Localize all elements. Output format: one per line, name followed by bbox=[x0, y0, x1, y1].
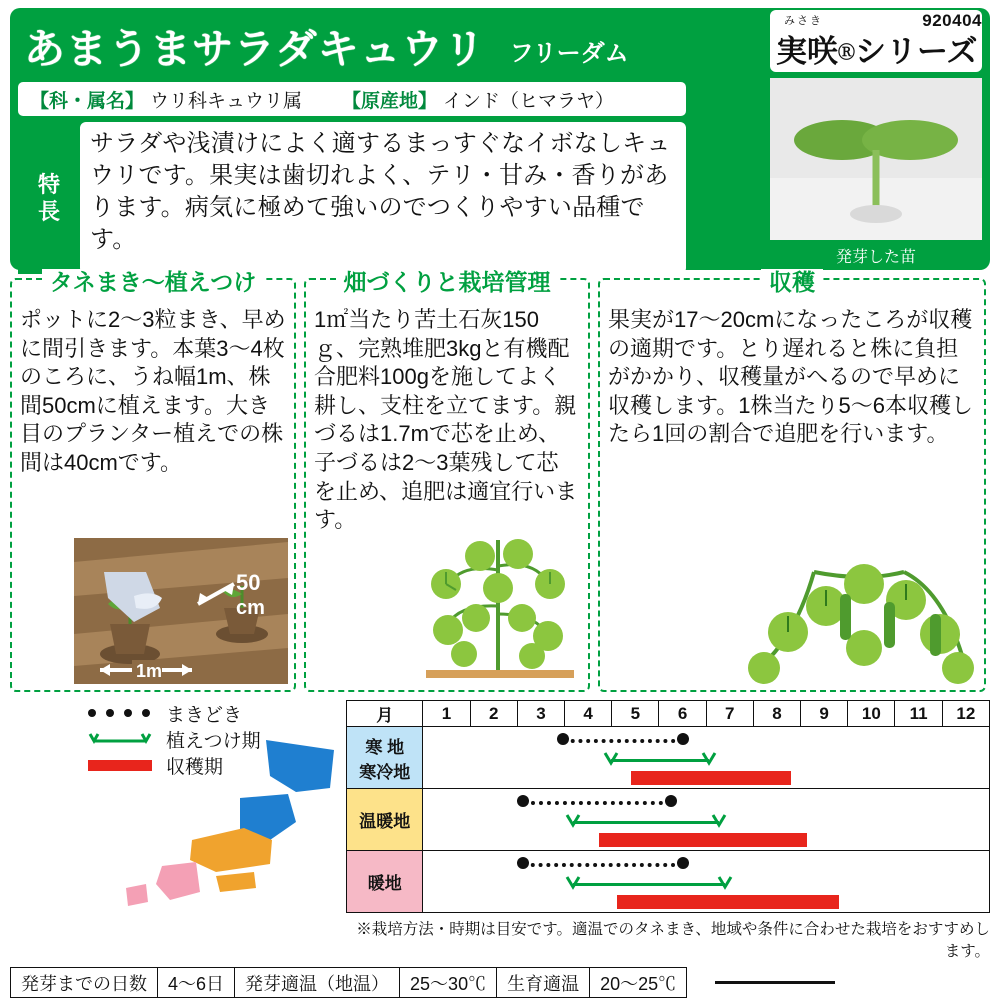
zone-label-cold-line1: 寒 地 bbox=[365, 737, 405, 757]
harvest-illustration-svg bbox=[744, 522, 980, 686]
month-10: 10 bbox=[848, 701, 895, 727]
sowing-dots-cold bbox=[563, 739, 683, 743]
header-banner bbox=[10, 8, 990, 270]
month-9: 9 bbox=[801, 701, 848, 727]
panel-sowing-header bbox=[12, 264, 294, 297]
calendar-table-wrap bbox=[346, 700, 990, 961]
calendar-row-warm bbox=[347, 851, 990, 913]
origin-value: インド（ヒマラヤ） bbox=[443, 90, 615, 112]
calendar-note: ※栽培方法・時期は目安です。適温でのタネまき、地域や条件に合わせた栽培をおすすめします。 bbox=[356, 921, 990, 960]
zone-bars-cold bbox=[423, 727, 990, 789]
sowing-dot-start-temperate bbox=[517, 795, 529, 807]
calendar-row-cold bbox=[347, 727, 990, 789]
calendar-row-temperate bbox=[347, 789, 990, 851]
month-8: 8 bbox=[753, 701, 800, 727]
month-5: 5 bbox=[612, 701, 659, 727]
growth-temp-value: 20〜25℃ bbox=[590, 968, 687, 998]
photo-caption: 発芽した苗 bbox=[835, 249, 916, 266]
footer-row bbox=[11, 968, 687, 998]
registered-icon: Ⓡ bbox=[838, 43, 855, 62]
zone-label-warm: 暖地 bbox=[347, 851, 423, 913]
brand-series-text: シリーズ bbox=[855, 34, 978, 69]
brand-name bbox=[776, 26, 977, 71]
month-1: 1 bbox=[423, 701, 470, 727]
sowing-dot-start-warm bbox=[517, 857, 529, 869]
zone-label-temperate: 温暖地 bbox=[347, 789, 423, 851]
meta-row bbox=[18, 82, 686, 116]
svg-text:50: 50 bbox=[236, 570, 261, 595]
feature-tag-char1: 特 bbox=[37, 171, 60, 197]
sowing-illustration bbox=[74, 538, 288, 684]
seedling-photo-svg bbox=[770, 78, 982, 240]
page-title: あまうまサラダキュウリ bbox=[24, 25, 486, 72]
panel-cultivation bbox=[304, 269, 590, 692]
panel-sowing-title: タネまき〜植えつけ bbox=[42, 269, 265, 295]
month-11: 11 bbox=[895, 701, 942, 727]
feature-tag bbox=[18, 122, 80, 274]
month-7: 7 bbox=[706, 701, 753, 727]
family-label: 【科・属名】 bbox=[30, 90, 145, 112]
growth-temp-label: 生育適温 bbox=[497, 968, 590, 998]
month-3: 3 bbox=[517, 701, 564, 727]
calendar-month-label: 月 bbox=[347, 701, 423, 727]
footer-table bbox=[10, 967, 687, 998]
svg-text:1m: 1m bbox=[136, 661, 163, 681]
month-4: 4 bbox=[565, 701, 612, 727]
sowing-dot-end-temperate bbox=[665, 795, 677, 807]
legend-label-planting: 植えつけ期 bbox=[166, 730, 261, 752]
panel-harvest bbox=[598, 269, 986, 692]
cultivation-illustration bbox=[418, 510, 582, 686]
legend-item-sowing bbox=[88, 700, 346, 726]
panel-sowing bbox=[10, 269, 296, 692]
sowing-dots-temperate bbox=[523, 801, 671, 805]
zone-label-cold-line2: 寒冷地 bbox=[359, 762, 411, 782]
zone-label-cold bbox=[347, 727, 423, 789]
footer-rule bbox=[715, 981, 835, 984]
germination-days-label: 発芽までの日数 bbox=[11, 968, 158, 998]
germination-temp-value: 25〜30℃ bbox=[400, 968, 497, 998]
brand-ruby: みさき bbox=[784, 15, 823, 27]
panel-cultivation-text: 1㎡当たり苦土石灰150ｇ、完熟堆肥3kgと有機配合肥料100gを施してよく耕し、支柱を立てます。親づるは1.7mで芯を止め、子づるは2〜3葉残して芯を止め、追肥は適宜行います。 bbox=[314, 307, 578, 533]
zone-bars-temperate bbox=[423, 789, 990, 851]
seedling-photo bbox=[770, 78, 982, 240]
legend-label-harvest: 収穫期 bbox=[166, 756, 224, 778]
calendar-header-row bbox=[347, 701, 990, 727]
legend-label-sowing: まきどき bbox=[166, 704, 243, 726]
panel-cultivation-title: 畑づくりと栽培管理 bbox=[336, 269, 559, 295]
sowing-dot-end-warm bbox=[677, 857, 689, 869]
harvest-bar-temperate bbox=[599, 833, 807, 847]
panel-harvest-title: 収穫 bbox=[761, 269, 823, 295]
zone-bars-warm bbox=[423, 851, 990, 913]
panel-cultivation-header bbox=[306, 264, 588, 297]
svg-text:cm: cm bbox=[236, 597, 265, 619]
feature-text: サラダや浅漬けによく適するまっすぐなイボなしキュウリです。果実は歯切れよく、テリ・甘み・香りがあります。病気に極めて強いのでつくりやすい品種です。 bbox=[80, 122, 686, 274]
sowing-dot-end-cold bbox=[677, 733, 689, 745]
japan-map-svg bbox=[120, 736, 356, 916]
calendar-table bbox=[346, 700, 990, 913]
japan-map-illustration bbox=[120, 736, 356, 916]
sowing-dots-warm bbox=[523, 863, 683, 867]
panel-harvest-text: 果実が17〜20cmになったころが収穫の適期です。とり遅れると株に負担がかかり、収穫量がへるので早めに収穫します。1株当たり5〜6本収穫したら1回の割合で追肥を行います。 bbox=[608, 307, 973, 447]
footer-specs bbox=[10, 967, 990, 998]
month-6: 6 bbox=[659, 701, 706, 727]
month-2: 2 bbox=[470, 701, 517, 727]
harvest-illustration bbox=[744, 522, 980, 686]
product-code: 920404 bbox=[922, 11, 982, 30]
germination-temp-label: 発芽適温（地温） bbox=[235, 968, 400, 998]
instruction-panels bbox=[10, 269, 990, 692]
harvest-bar-cold bbox=[631, 771, 791, 785]
harvest-bar-warm bbox=[617, 895, 839, 909]
panel-sowing-text: ポットに2〜3粒まき、早めに間引きます。本葉3〜4枚のころに、うね幅1m、株間50cmに植えます。大き目のプランター植えでの株間は40cmです。 bbox=[20, 307, 286, 475]
origin-label: 【原産地】 bbox=[342, 90, 438, 112]
germination-days-value: 4〜6日 bbox=[158, 968, 235, 998]
cultivation-illustration-svg bbox=[418, 510, 582, 686]
brand-name-text: 実咲 bbox=[776, 34, 838, 69]
family-value: ウリ科キュウリ属 bbox=[150, 90, 303, 112]
panel-harvest-header bbox=[600, 264, 984, 297]
sowing-dot-start-cold bbox=[557, 733, 569, 745]
planting-calendar bbox=[10, 700, 990, 961]
feature-tag-char2: 長 bbox=[37, 199, 60, 224]
month-12: 12 bbox=[942, 701, 989, 727]
variety-name: フリーダム bbox=[509, 39, 629, 67]
legend-dots-icon bbox=[88, 708, 152, 718]
sowing-illustration-svg bbox=[74, 538, 288, 684]
feature-row bbox=[18, 122, 686, 274]
calendar-legend bbox=[10, 700, 346, 918]
